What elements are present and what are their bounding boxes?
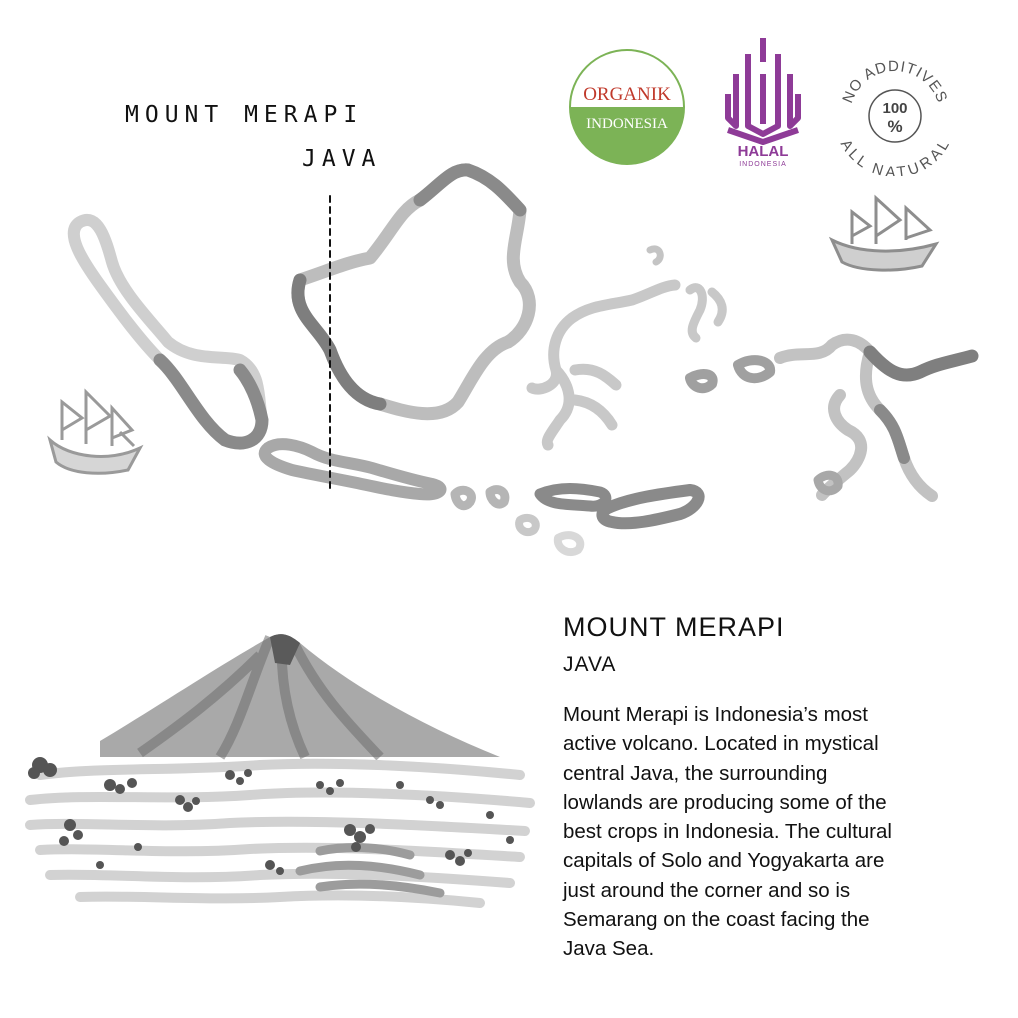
info-body-line: just around the corner and so is xyxy=(563,878,851,902)
info-body xyxy=(563,700,983,964)
ship-icon-left xyxy=(50,392,140,473)
halal-word: HALAL xyxy=(737,143,789,160)
badge-center-number: 100 xyxy=(882,100,908,117)
island-sulawesi xyxy=(532,285,675,445)
badge-arc-top: NO ADDITIVES xyxy=(839,57,951,106)
info-body-line: central Java, the surrounding xyxy=(563,761,828,785)
organik-country: INDONESIA xyxy=(586,116,668,132)
ship-icon-right xyxy=(832,198,936,270)
organik-indonesia-logo xyxy=(568,48,686,166)
info-body-line: Java Sea. xyxy=(563,937,655,961)
island-borneo xyxy=(298,170,530,414)
map-label-title: MOUNT MERAPI xyxy=(125,102,364,128)
info-body-line: Mount Merapi is Indonesia’s most xyxy=(563,703,868,726)
badge-center-percent: % xyxy=(887,117,903,136)
svg-text:NO ADDITIVES xyxy=(839,58,950,106)
info-body-line: lowlands are producing some of the xyxy=(563,790,887,814)
info-body-line: active volcano. Located in mystical xyxy=(563,732,879,756)
info-body-line: best crops in Indonesia. The cultural xyxy=(563,820,892,844)
halal-indonesia-logo xyxy=(718,34,808,169)
info-body-line: Semarang on the coast facing the xyxy=(563,908,870,932)
volcano-illustration xyxy=(20,625,540,925)
badge-arc-bottom: ALL NATURAL xyxy=(836,136,954,176)
info-title: MOUNT MERAPI xyxy=(563,612,785,642)
island-java xyxy=(265,444,441,494)
info-subtitle: JAVA xyxy=(563,653,617,676)
no-additives-badge xyxy=(830,46,960,176)
map-label-subtitle: JAVA xyxy=(302,146,382,172)
organik-word: ORGANIK xyxy=(583,84,671,105)
halal-country: INDONESIA xyxy=(739,161,787,168)
info-body-line: capitals of Solo and Yogyakarta are xyxy=(563,849,885,873)
